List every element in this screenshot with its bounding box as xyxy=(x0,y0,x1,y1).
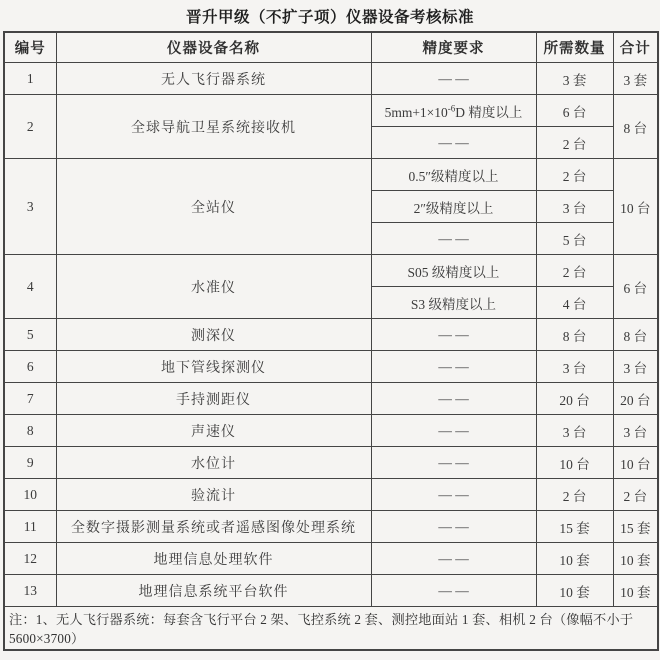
cell-precision: 0.5″级精度以上 xyxy=(371,159,536,191)
cell-precision: — — xyxy=(371,543,536,575)
cell-total: 8 台 xyxy=(613,319,658,351)
cell-number: 5 xyxy=(4,319,56,351)
cell-number: 10 xyxy=(4,479,56,511)
cell-quantity: 4 台 xyxy=(536,287,613,319)
cell-quantity: 3 套 xyxy=(536,63,613,95)
cell-quantity: 6 台 xyxy=(536,95,613,127)
cell-number: 13 xyxy=(4,575,56,607)
cell-equipment-name: 地理信息处理软件 xyxy=(56,543,371,575)
cell-equipment-name: 测深仪 xyxy=(56,319,371,351)
cell-equipment-name: 无人飞行器系统 xyxy=(56,63,371,95)
col-header-number: 编号 xyxy=(4,32,56,63)
cell-precision: — — xyxy=(371,383,536,415)
note-row xyxy=(4,607,658,651)
table-row xyxy=(4,159,658,191)
table-row xyxy=(4,95,658,127)
cell-equipment-name: 全数字摄影测量系统或者遥感图像处理系统 xyxy=(56,511,371,543)
cell-quantity: 2 台 xyxy=(536,479,613,511)
cell-equipment-name: 水准仪 xyxy=(56,255,371,319)
cell-precision: — — xyxy=(371,351,536,383)
cell-quantity: 3 台 xyxy=(536,415,613,447)
table-row xyxy=(4,575,658,607)
table-note: 注：1、无人飞行器系统：每套含飞行平台 2 架、飞控系统 2 套、测控地面站 1 套、相机 2 台（像幅不小于 5600×3700） xyxy=(4,607,658,651)
cell-quantity: 15 套 xyxy=(536,511,613,543)
precision-exponent: -6 xyxy=(447,103,456,113)
cell-equipment-name: 全站仪 xyxy=(56,159,371,255)
cell-number: 3 xyxy=(4,159,56,255)
table-row xyxy=(4,319,658,351)
cell-number: 7 xyxy=(4,383,56,415)
cell-precision: — — xyxy=(371,319,536,351)
cell-total: 3 套 xyxy=(613,63,658,95)
cell-number: 8 xyxy=(4,415,56,447)
cell-precision: — — xyxy=(371,479,536,511)
cell-equipment-name: 地理信息系统平台软件 xyxy=(56,575,371,607)
cell-equipment-name: 全球导航卫星系统接收机 xyxy=(56,95,371,159)
cell-total: 10 台 xyxy=(613,447,658,479)
cell-quantity: 2 台 xyxy=(536,159,613,191)
table-row xyxy=(4,479,658,511)
cell-quantity: 10 套 xyxy=(536,543,613,575)
cell-precision: — — xyxy=(371,127,536,159)
cell-total: 8 台 xyxy=(613,95,658,159)
cell-precision: — — xyxy=(371,415,536,447)
cell-precision xyxy=(371,95,536,127)
cell-number: 6 xyxy=(4,351,56,383)
col-header-equipment: 仪器设备名称 xyxy=(56,32,371,63)
col-header-precision: 精度要求 xyxy=(371,32,536,63)
cell-quantity: 3 台 xyxy=(536,351,613,383)
table-row xyxy=(4,255,658,287)
cell-equipment-name: 验流计 xyxy=(56,479,371,511)
cell-equipment-name: 声速仪 xyxy=(56,415,371,447)
cell-precision: — — xyxy=(371,511,536,543)
col-header-total: 合计 xyxy=(613,32,658,63)
cell-total: 10 套 xyxy=(613,543,658,575)
cell-precision: — — xyxy=(371,223,536,255)
cell-precision: S05 级精度以上 xyxy=(371,255,536,287)
cell-precision: 2″级精度以上 xyxy=(371,191,536,223)
cell-quantity: 10 台 xyxy=(536,447,613,479)
page-title: 晋升甲级（不扩子项）仪器设备考核标准 xyxy=(185,9,474,26)
cell-total: 3 台 xyxy=(613,415,658,447)
table-row xyxy=(4,63,658,95)
cell-equipment-name: 手持测距仪 xyxy=(56,383,371,415)
cell-number: 11 xyxy=(4,511,56,543)
cell-total: 10 套 xyxy=(613,575,658,607)
cell-quantity: 2 台 xyxy=(536,127,613,159)
table-row xyxy=(4,511,658,543)
cell-total: 20 台 xyxy=(613,383,658,415)
precision-rest: D 精度以上 xyxy=(455,104,523,120)
header-row xyxy=(4,32,658,63)
cell-number: 2 xyxy=(4,95,56,159)
table-row xyxy=(4,447,658,479)
cell-total: 10 台 xyxy=(613,159,658,255)
cell-equipment-name: 水位计 xyxy=(56,447,371,479)
cell-precision: — — xyxy=(371,63,536,95)
table-row xyxy=(4,543,658,575)
cell-precision: — — xyxy=(371,447,536,479)
table-row xyxy=(4,415,658,447)
cell-total: 15 套 xyxy=(613,511,658,543)
cell-quantity: 2 台 xyxy=(536,255,613,287)
cell-quantity: 3 台 xyxy=(536,191,613,223)
equipment-standard-table xyxy=(3,31,659,651)
table-row xyxy=(4,351,658,383)
precision-base: 5mm+1×10 xyxy=(384,104,448,120)
cell-quantity: 10 套 xyxy=(536,575,613,607)
cell-total: 6 台 xyxy=(613,255,658,319)
cell-quantity: 20 台 xyxy=(536,383,613,415)
cell-total: 2 台 xyxy=(613,479,658,511)
cell-precision: S3 级精度以上 xyxy=(371,287,536,319)
cell-quantity: 8 台 xyxy=(536,319,613,351)
cell-number: 4 xyxy=(4,255,56,319)
cell-number: 1 xyxy=(4,63,56,95)
cell-quantity: 5 台 xyxy=(536,223,613,255)
cell-total: 3 台 xyxy=(613,351,658,383)
cell-precision: — — xyxy=(371,575,536,607)
col-header-quantity: 所需数量 xyxy=(536,32,613,63)
cell-equipment-name: 地下管线探测仪 xyxy=(56,351,371,383)
cell-number: 9 xyxy=(4,447,56,479)
cell-number: 12 xyxy=(4,543,56,575)
table-row xyxy=(4,383,658,415)
